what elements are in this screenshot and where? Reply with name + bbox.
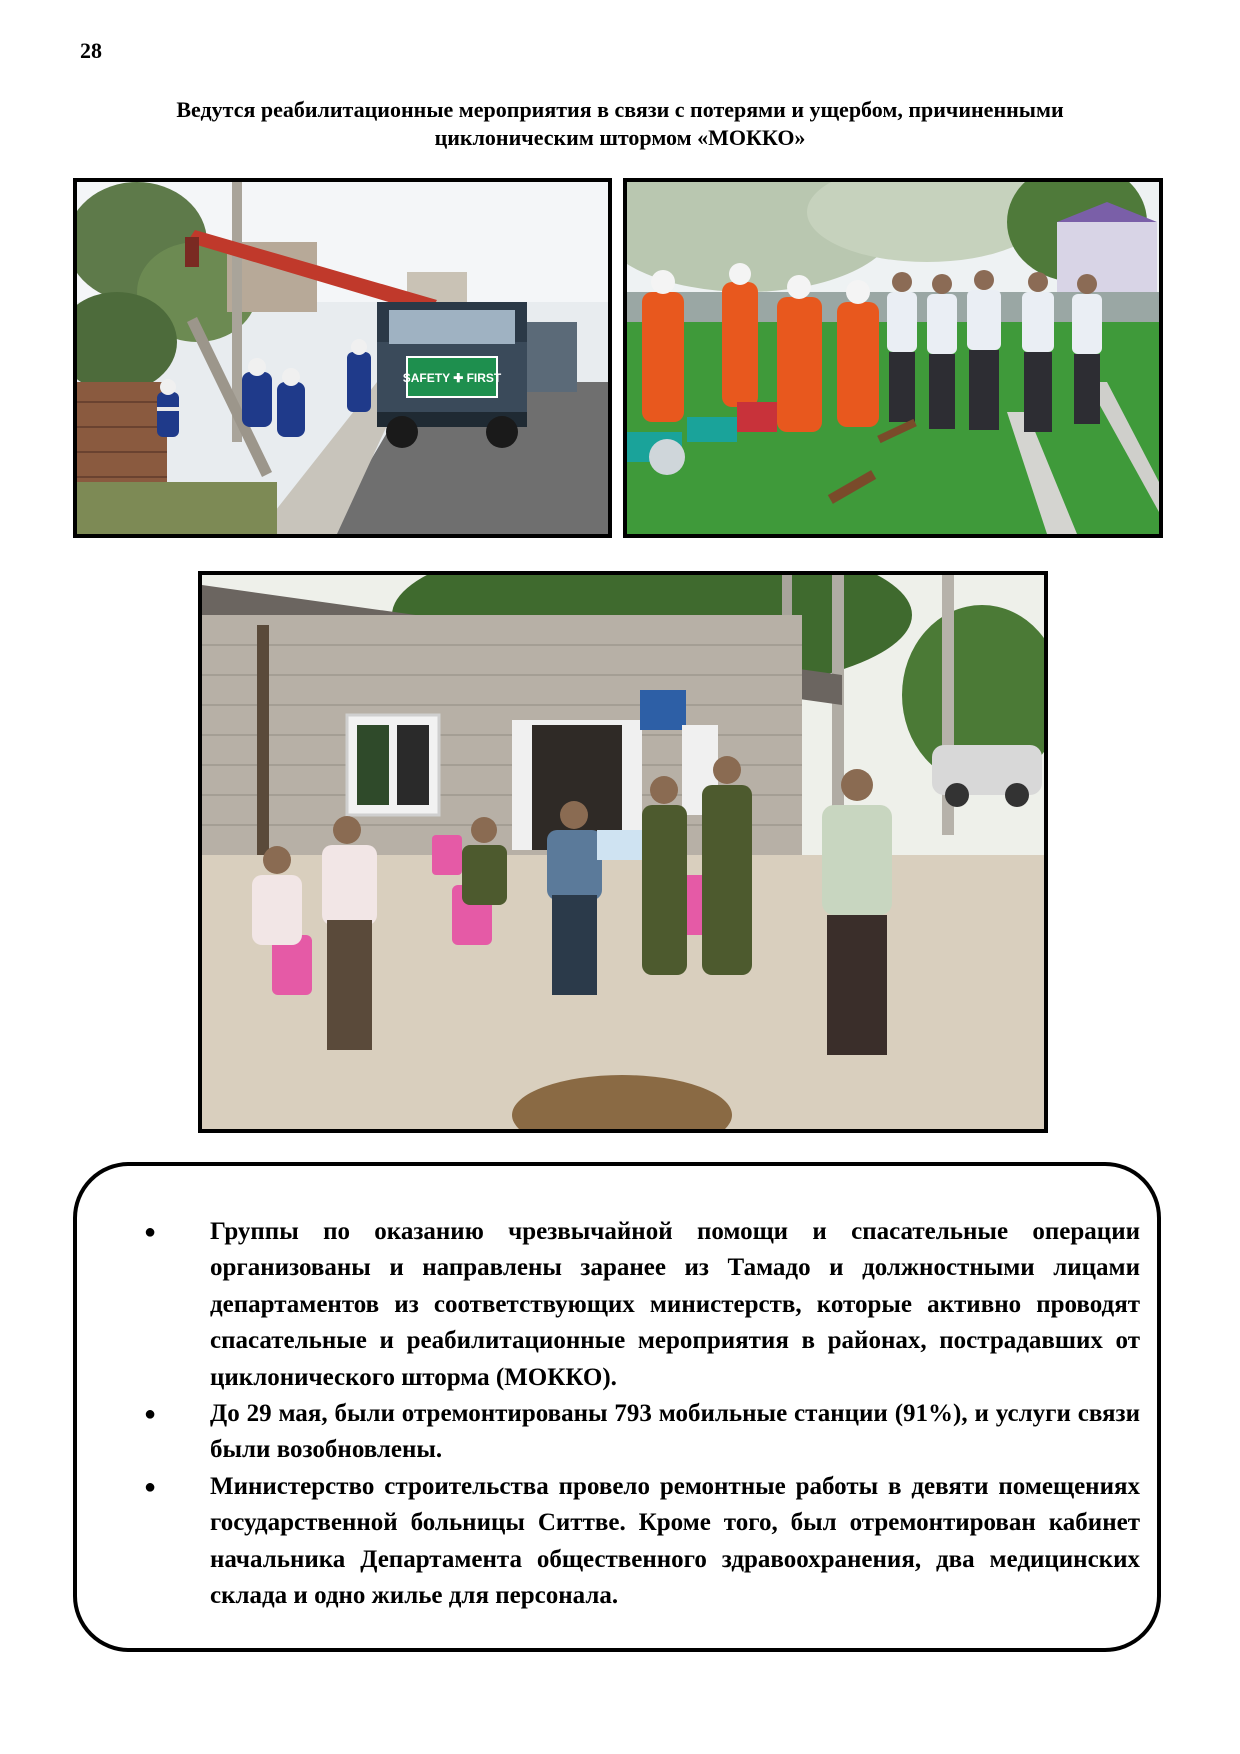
bullet-text-1: Группы по оказанию чрезвычайной помощи и спасательные операции организованы и направлены заранее из Тамадо и должностными лицами департаментов из соответствующих министерств, которые активно проводят спасательные и реабилитационные мероприятия в районах, пострадавших от циклонического шторма (МОККО). [210, 1218, 1140, 1391]
bullet-text-2: До 29 мая, были отремонтированы 793 мобильные станции (91%), и услуги связи были возобновлены. [210, 1400, 1140, 1464]
info-box [73, 1162, 1161, 1652]
bullet-item-1 [142, 1214, 1140, 1396]
photo-supplies-distribution [198, 571, 1048, 1133]
truck-safety-sign: SAFETY ✚ FIRST [402, 371, 502, 385]
bullet-dot-icon: ● [144, 1403, 157, 1426]
crane-truck-illustration [77, 182, 608, 534]
photo-rescue-team-demo [623, 178, 1163, 538]
bullet-list [142, 1214, 1140, 1614]
bullet-item-2 [142, 1396, 1140, 1469]
bullet-text-3: Министерство строительства провело ремонтные работы в девяти помещениях государственной больницы Ситтве. Кроме того, был отремонтирован кабинет начальника Департамента общественного здравоохранения, два медицинских склада и одно жилье для персонала. [210, 1472, 1140, 1610]
heading-line-1: Ведутся реабилитационные мероприятия в связи с потерями и ущербом, причиненными [176, 97, 1064, 122]
bullet-item-3 [142, 1469, 1140, 1615]
photo-crane-truck-repair [73, 178, 612, 538]
page-heading [80, 96, 1160, 152]
rescue-team-illustration [627, 182, 1159, 534]
page-number: 28 [80, 38, 102, 63]
distribution-illustration [202, 575, 1044, 1129]
bullet-dot-icon: ● [144, 1475, 157, 1498]
heading-line-2: циклоническим штормом «МОККО» [434, 125, 806, 150]
bullet-dot-icon: ● [144, 1221, 157, 1243]
